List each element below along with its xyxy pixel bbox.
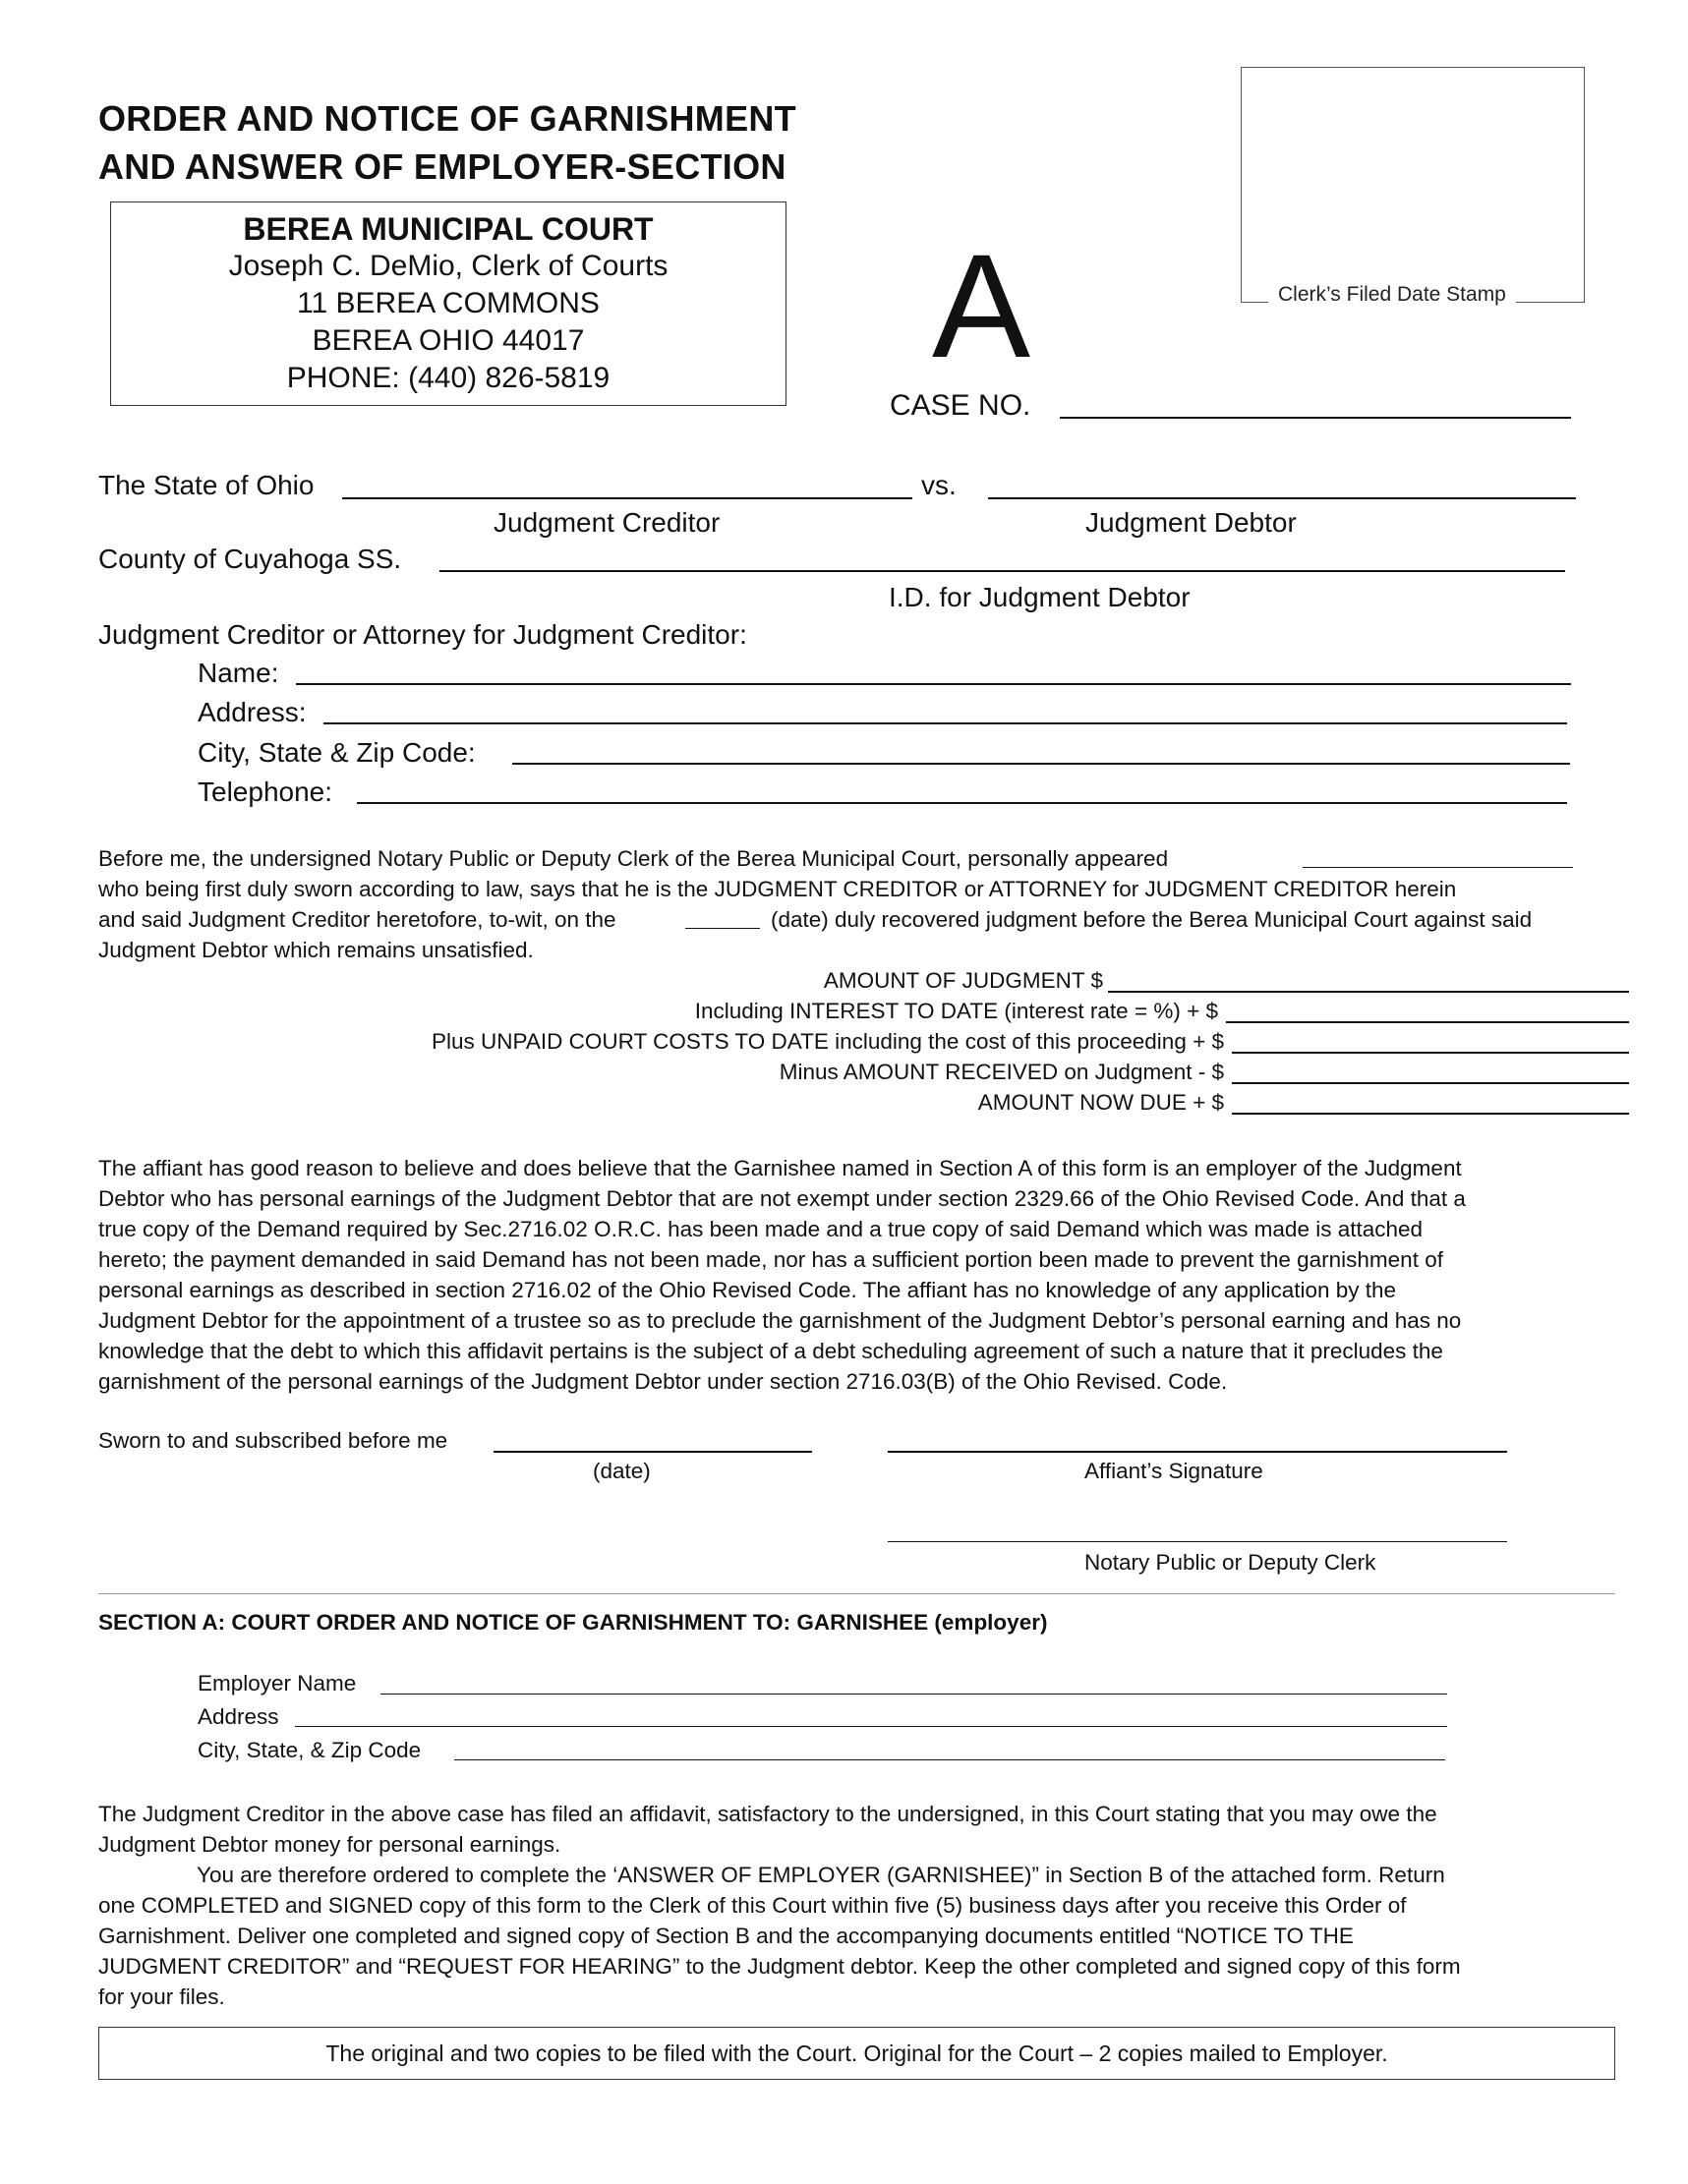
amount-received-label: Minus AMOUNT RECEIVED on Judgment - $ [779, 1060, 1224, 1084]
order-paragraph-line: Garnishment. Deliver one completed and signed copy of Section B and the accompanying documents entitled “NOTICE TO THE [98, 1924, 1354, 1948]
interest-label: Including INTEREST TO DATE (interest rate = %) + $ [694, 999, 1218, 1023]
employer-address-field[interactable] [295, 1726, 1447, 1727]
debtor-caption: Judgment Debtor [1085, 507, 1297, 538]
filing-instructions-text: The original and two copies to be filed with the Court. Original for the Court – 2 copies mailed to Employer. [325, 2040, 1388, 2066]
section-divider [98, 1593, 1615, 1594]
clerk-date-stamp-box [1241, 67, 1585, 303]
county-label: County of Cuyahoga SS. [98, 544, 402, 574]
section-a-heading: SECTION A: COURT ORDER AND NOTICE OF GARNISHMENT TO: GARNISHEE (employer) [98, 1610, 1048, 1635]
court-city: BEREA OHIO 44017 [312, 324, 585, 357]
debtor-id-field[interactable] [439, 570, 1565, 572]
amount-now-due-field[interactable] [1232, 1113, 1629, 1115]
form-title-line-2: AND ANSWER OF EMPLOYER-SECTION [98, 146, 786, 187]
amount-judgment-field[interactable] [1108, 991, 1629, 993]
attorney-telephone-field[interactable] [357, 802, 1567, 804]
notary-caption: Notary Public or Deputy Clerk [1084, 1550, 1376, 1575]
sworn-date-field[interactable] [494, 1451, 812, 1453]
belief-paragraph-line: knowledge that the debt to which this affidavit pertains is the subject of a debt scheduling agreement of such a nature that it precludes the [98, 1339, 1443, 1363]
order-paragraph-line: The Judgment Creditor in the above case has filed an affidavit, satisfactory to the undersigned, in this Court stating that you may owe the [98, 1802, 1437, 1826]
court-info-box [110, 201, 786, 406]
notary-signature-field[interactable] [888, 1541, 1507, 1542]
vs-label: vs. [921, 470, 957, 500]
belief-paragraph-line: hereto; the payment demanded in said Demand has not been made, nor has a sufficient portion been made to prevent the garnishment of [98, 1247, 1443, 1272]
employer-name-label: Employer Name [198, 1671, 357, 1695]
belief-paragraph-line: personal earnings as described in section 2716.02 of the Ohio Revised Code. The affiant has no knowledge of any application by the [98, 1278, 1397, 1302]
filing-instructions-box [98, 2027, 1615, 2080]
amount-received-field[interactable] [1232, 1082, 1629, 1084]
belief-paragraph-line: true copy of the Demand required by Sec.2716.02 O.R.C. has been made and a true copy of said Demand which was made is attached [98, 1217, 1424, 1241]
attorney-address-label: Address: [198, 697, 307, 727]
affidavit-line-1: Before me, the undersigned Notary Public or Deputy Clerk of the Berea Municipal Court, personally appeared [98, 846, 1169, 871]
affiant-signature-field[interactable] [888, 1451, 1507, 1453]
appeared-name-field[interactable] [1303, 867, 1573, 868]
sworn-label: Sworn to and subscribed before me [98, 1428, 448, 1453]
clerk-stamp-label: Clerk’s Filed Date Stamp [1268, 283, 1516, 307]
affidavit-line-4: Judgment Debtor which remains unsatisfied. [98, 938, 534, 962]
order-paragraph-line: for your files. [98, 1984, 225, 2009]
attorney-name-field[interactable] [296, 683, 1571, 685]
order-paragraph-line: You are therefore ordered to complete the ‘ANSWER OF EMPLOYER (GARNISHEE)” in Section B of the attached form. Return [197, 1863, 1445, 1887]
attorney-address-field[interactable] [323, 722, 1567, 724]
belief-paragraph-line: Debtor who has personal earnings of the Judgment Debtor that are not exempt under section 2329.66 of the Ohio Revised Code. And that a [98, 1186, 1466, 1211]
attorney-heading: Judgment Creditor or Attorney for Judgment Creditor: [98, 619, 747, 650]
judgment-date-field[interactable] [685, 928, 760, 929]
judgment-debtor-field[interactable] [988, 497, 1576, 499]
affidavit-line-2: who being first duly sworn according to law, says that he is the JUDGMENT CREDITOR or ATTORNEY for JUDGMENT CREDITOR herein [98, 877, 1457, 901]
belief-paragraph-line: garnishment of the personal earnings of the Judgment Debtor under section 2716.03(B) of the Ohio Revised. Code. [98, 1369, 1228, 1394]
case-no-field[interactable] [1060, 417, 1571, 419]
belief-paragraph-line: Judgment Debtor for the appointment of a trustee so as to preclude the garnishment of the Judgment Debtor’s personal earning and has no [98, 1308, 1462, 1333]
order-paragraph-line: one COMPLETED and SIGNED copy of this form to the Clerk of this Court within five (5) business days after you receive this Order of [98, 1893, 1407, 1918]
interest-field[interactable] [1226, 1021, 1629, 1023]
employer-city-field[interactable] [454, 1759, 1445, 1760]
form-title-line-1: ORDER AND NOTICE OF GARNISHMENT [98, 98, 796, 139]
attorney-city-label: City, State & Zip Code: [198, 737, 476, 768]
employer-city-label: City, State, & Zip Code [198, 1738, 422, 1762]
employer-address-label: Address [198, 1704, 279, 1729]
attorney-name-label: Name: [198, 658, 279, 688]
amount-now-due-label: AMOUNT NOW DUE + $ [977, 1090, 1224, 1115]
section-letter: A [932, 223, 1031, 388]
affidavit-line-3a: and said Judgment Creditor heretofore, to-wit, on the [98, 907, 616, 932]
date-caption: (date) [593, 1459, 651, 1483]
attorney-city-field[interactable] [512, 763, 1570, 765]
clerk-name: Joseph C. DeMio, Clerk of Courts [228, 250, 669, 282]
affidavit-line-3b: (date) duly recovered judgment before the Berea Municipal Court against said [771, 907, 1533, 932]
court-costs-field[interactable] [1232, 1052, 1629, 1054]
order-paragraph-line: Judgment Debtor money for personal earnings. [98, 1832, 561, 1857]
state-label: The State of Ohio [98, 470, 315, 500]
court-phone: PHONE: (440) 826-5819 [286, 362, 611, 394]
court-address: 11 BEREA COMMONS [297, 287, 600, 319]
court-name: BEREA MUNICIPAL COURT [243, 211, 654, 247]
court-costs-label: Plus UNPAID COURT COSTS TO DATE including the cost of this proceeding + $ [432, 1029, 1224, 1054]
belief-paragraph-line: The affiant has good reason to believe and does believe that the Garnishee named in Section A of this form is an employer of the Judgment [98, 1156, 1462, 1180]
employer-name-field[interactable] [380, 1694, 1447, 1695]
judgment-creditor-field[interactable] [342, 497, 912, 499]
attorney-telephone-label: Telephone: [198, 776, 333, 807]
debtor-id-caption: I.D. for Judgment Debtor [889, 582, 1191, 612]
creditor-caption: Judgment Creditor [494, 507, 721, 538]
case-no-label: CASE NO. [890, 389, 1031, 422]
order-paragraph-line: JUDGMENT CREDITOR” and “REQUEST FOR HEARING” to the Judgment debtor. Keep the other completed and signed copy of this form [98, 1954, 1461, 1979]
affiant-signature-caption: Affiant’s Signature [1084, 1459, 1263, 1483]
amount-judgment-label: AMOUNT OF JUDGMENT $ [823, 968, 1103, 993]
